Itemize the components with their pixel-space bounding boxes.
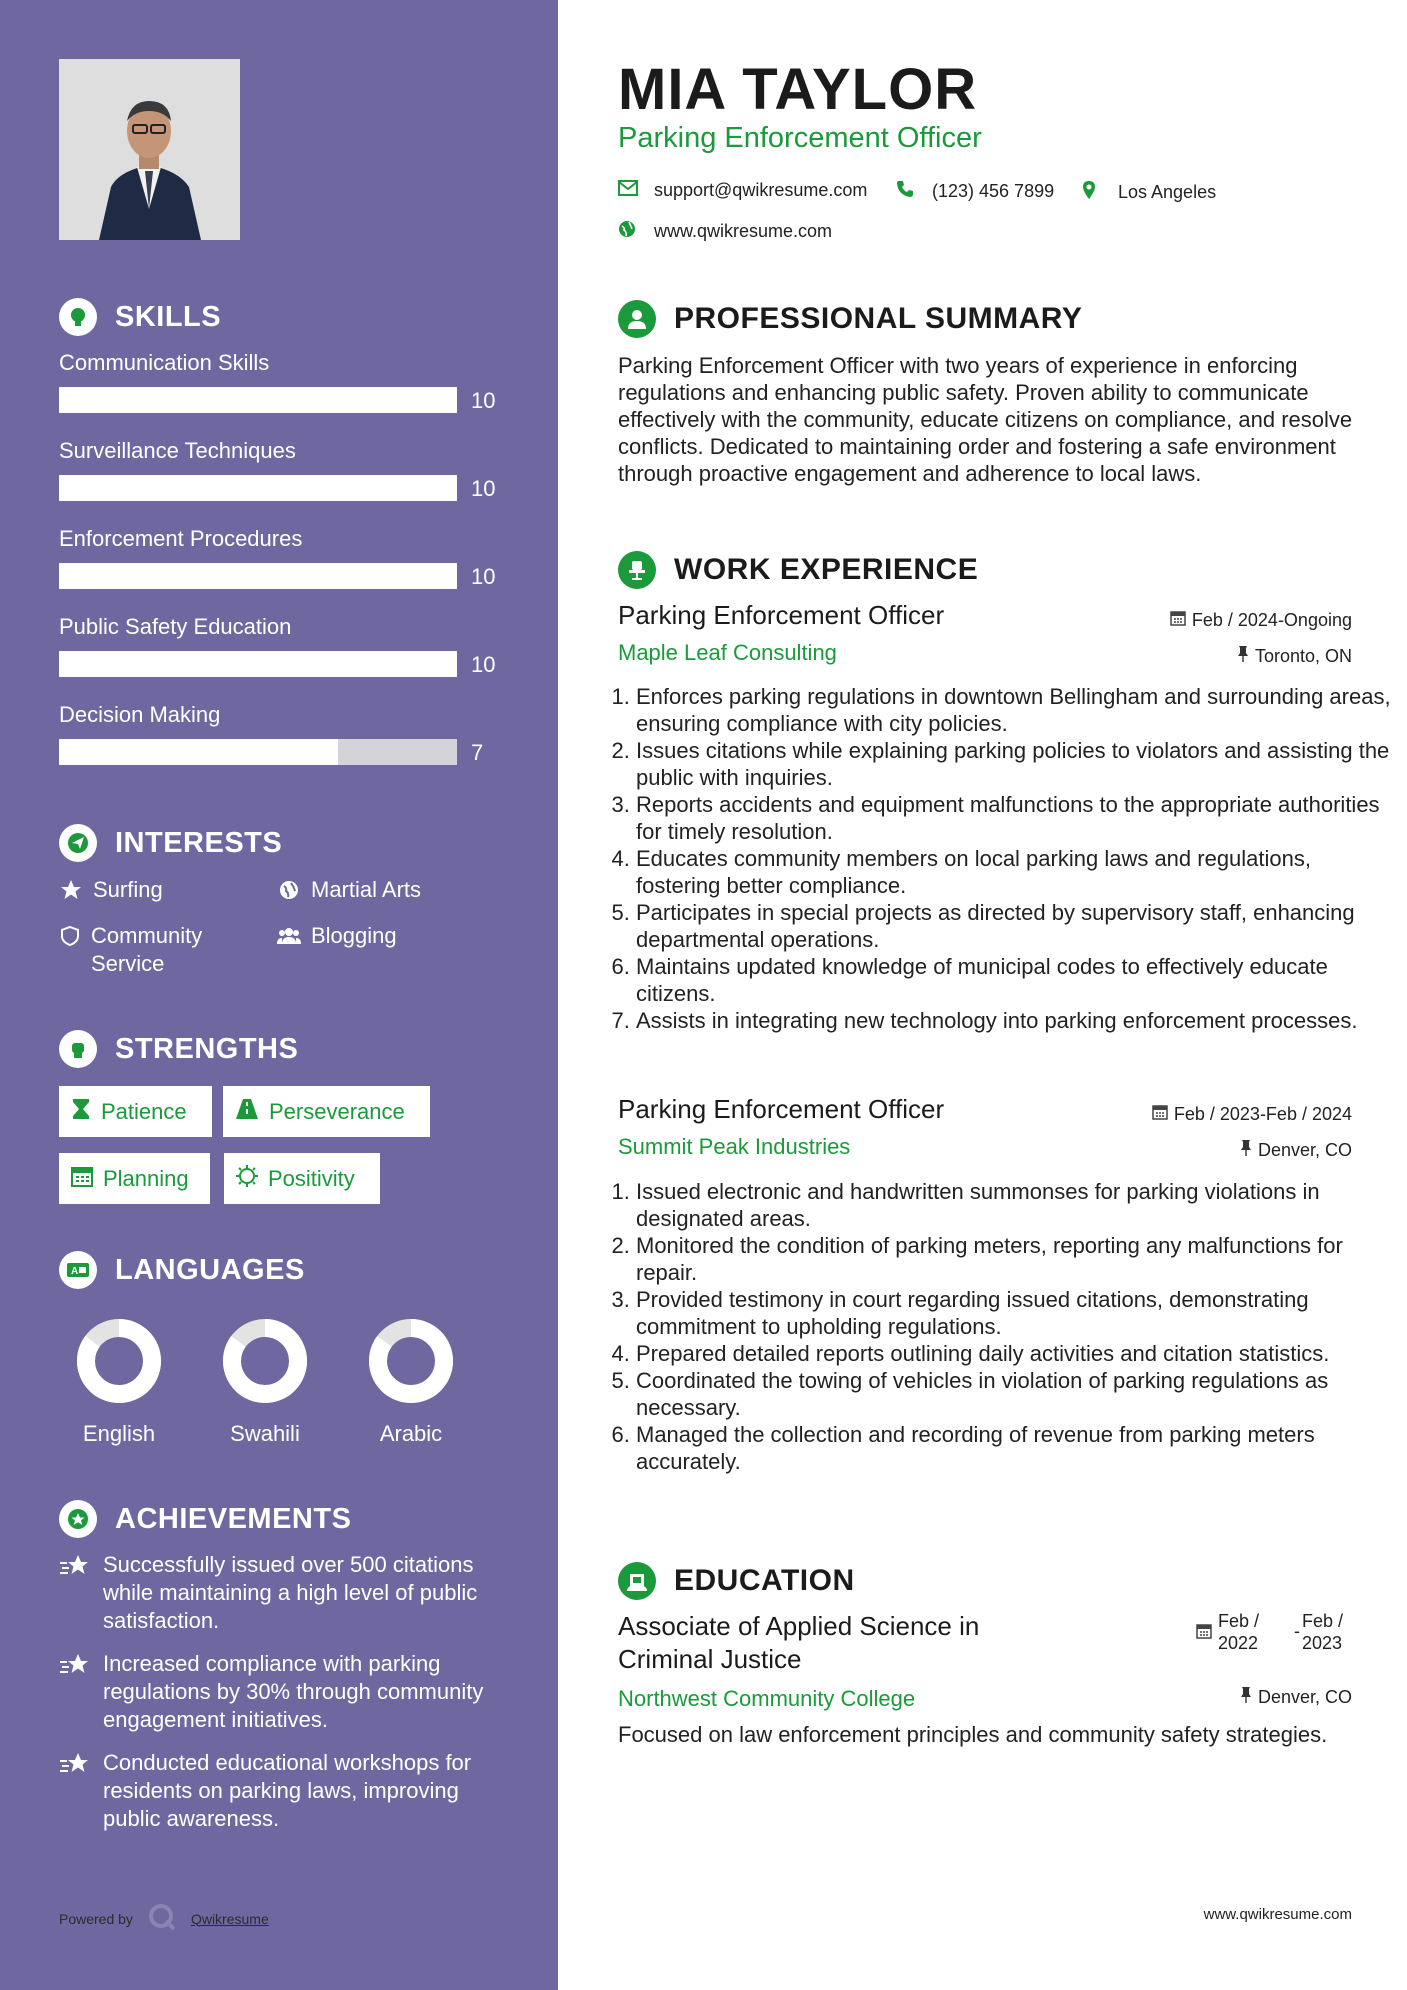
website-text: www.qwikresume.com: [654, 221, 833, 241]
skill-bar-fill: [59, 563, 457, 589]
language-donut: [205, 1316, 325, 1406]
contact-email[interactable]: [618, 180, 867, 201]
job-bullet: 6. Maintains updated knowledge of municipal codes to effectively educate citizens.: [636, 953, 1396, 1007]
candidate-role: Parking Enforcement Officer: [618, 122, 982, 154]
education-start: [1196, 1610, 1268, 1654]
experience-heading: [618, 551, 978, 589]
job-bullet: 1. Enforces parking regulations in downtown Bellingham and surrounding areas, ensuring compliance with city policies.: [636, 683, 1396, 737]
job-dates-text: Feb / 2023-Feb / 2024: [1173, 1104, 1352, 1124]
job-company: Maple Leaf Consulting: [618, 640, 837, 665]
globe-icon: [618, 220, 636, 243]
email-text: support@qwikresume.com: [654, 180, 868, 200]
education-end-text: Feb / 2023: [1302, 1611, 1344, 1653]
skill-bar-fill: [59, 387, 457, 413]
calendar-icon: [1196, 1622, 1212, 1644]
skill-item: [59, 350, 499, 413]
skill-bar: [59, 475, 457, 501]
languages-heading: [59, 1251, 305, 1289]
phone-icon: [896, 180, 914, 203]
skill-name: Surveillance Techniques: [59, 438, 296, 463]
calendar-icon: [71, 1165, 93, 1193]
star-icon: [59, 1652, 91, 1734]
skill-bar-fill: [59, 739, 338, 765]
contact-location: [1082, 180, 1216, 205]
achievement-text: Conducted educational workshops for residents on parking laws, improving public awareness.: [103, 1750, 472, 1831]
language-donut: [59, 1316, 179, 1406]
badge-icon: [59, 1500, 97, 1538]
profile-photo: [59, 59, 240, 240]
language-name: English: [82, 1421, 156, 1446]
fist-icon: [59, 1030, 97, 1068]
education-start-text: Feb / 2022: [1218, 1611, 1260, 1653]
contact-website[interactable]: [618, 220, 832, 243]
summary-text: Parking Enforcement Officer with two years of experience in enforcing regulations and enhancing public safety. Proven ability to communicate effectively with the community, educate citizens on compliance, and resolve conflicts. Dedicated to maintaining order and fostering a safe environment through proactive engagement and adherence to local laws.: [618, 353, 1353, 486]
skill-name: Decision Making: [59, 702, 221, 727]
skill-item: [59, 526, 499, 589]
job-dates-text: Feb / 2024-Ongoing: [1191, 610, 1352, 630]
achievement-item: [59, 1551, 489, 1635]
interest-label: Surfing: [93, 877, 163, 902]
skill-item: [59, 702, 499, 765]
job-bullet: 5. Participates in special projects as directed by supervisory staff, enhancing departmental operations.: [636, 899, 1396, 953]
skill-bar-fill: [59, 651, 457, 677]
degree-title: Associate of Applied Science in Criminal Justice: [618, 1611, 980, 1674]
achievement-text: Increased compliance with parking regulations by 30% through community engagement initiatives.: [103, 1651, 484, 1732]
users-icon: [277, 924, 301, 948]
skills-heading: [59, 298, 221, 336]
job-bullet: 4. Prepared detailed reports outlining daily activities and citation statistics.: [636, 1340, 1396, 1367]
language-item: [351, 1316, 471, 1447]
job-dates: [1152, 1104, 1352, 1125]
strengths-heading: [59, 1030, 298, 1068]
skill-bar: [59, 563, 457, 589]
education-description: Focused on law enforcement principles and community safety strategies.: [618, 1722, 1328, 1747]
interest-item: [277, 876, 421, 904]
skill-bar-fill: [59, 475, 457, 501]
graduation-icon: [618, 1562, 656, 1600]
envelope-icon: [618, 180, 638, 201]
achievement-text: Successfully issued over 500 citations while maintaining a high level of public satisfaction.: [103, 1552, 478, 1633]
interests-heading: [59, 824, 282, 862]
contact-phone[interactable]: [896, 180, 1054, 203]
language-name: Swahili: [230, 1421, 300, 1446]
user-icon: [618, 300, 656, 338]
skill-bar: [59, 651, 457, 677]
skill-name: Public Safety Education: [59, 614, 292, 639]
date-separator: -: [1294, 1621, 1300, 1641]
skill-level: 10: [471, 652, 496, 677]
strength-label: Patience: [101, 1098, 187, 1124]
skills-title: SKILLS: [115, 300, 222, 333]
job-bullet: 2. Monitored the condition of parking meters, reporting any malfunctions for repair.: [636, 1232, 1396, 1286]
skill-item: [59, 614, 499, 677]
job-bullet: 1. Issued electronic and handwritten summonses for parking violations in designated areas.: [636, 1178, 1396, 1232]
interest-label: Blogging: [311, 923, 397, 948]
education-end: [1294, 1610, 1352, 1654]
achievements-title: ACHIEVEMENTS: [115, 1502, 352, 1535]
skill-name: Communication Skills: [59, 350, 270, 375]
star-icon: [59, 878, 83, 902]
powered-by: [59, 1902, 269, 1935]
job-bullet: 5. Coordinated the towing of vehicles in violation of parking regulations as necessary.: [636, 1367, 1396, 1421]
education-location: [1240, 1686, 1352, 1709]
job-dates: [1170, 610, 1352, 631]
strength-tag: [223, 1086, 430, 1137]
pushpin-icon: [1237, 645, 1249, 668]
language-item: [205, 1316, 325, 1447]
job-company: Summit Peak Industries: [618, 1134, 851, 1159]
strengths-title: STRENGTHS: [115, 1032, 299, 1065]
pushpin-icon: [1240, 1686, 1252, 1709]
job-location: [1237, 645, 1352, 668]
chair-icon: [618, 551, 656, 589]
strength-label: Perseverance: [269, 1098, 405, 1124]
hourglass-icon: [71, 1098, 91, 1126]
map-pin-icon: [1082, 180, 1096, 205]
phone-text: (123) 456 7899: [932, 181, 1055, 201]
skill-bar: [59, 387, 457, 413]
interest-label: Community Service: [91, 923, 203, 976]
job-bullet: 2. Issues citations while explaining parking policies to violators and assisting the public with inquiries.: [636, 737, 1396, 791]
road-icon: [235, 1098, 259, 1126]
interest-item: [59, 876, 163, 904]
paper-plane-icon: [59, 824, 97, 862]
location-text: Los Angeles: [1118, 182, 1217, 202]
job-bullet: 4. Educates community members on local parking laws and regulations, fostering better compliance.: [636, 845, 1396, 899]
skill-level: 10: [471, 388, 496, 413]
job-bullet: 3. Provided testimony in court regarding issued citations, demonstrating commitment to upholding regulations.: [636, 1286, 1396, 1340]
job-title: Parking Enforcement Officer: [618, 600, 945, 630]
skill-bar: [59, 739, 457, 765]
education-location-text: Denver, CO: [1257, 1687, 1352, 1707]
summary-title: PROFESSIONAL SUMMARY: [674, 302, 1083, 335]
shield-icon: [59, 924, 81, 948]
strength-label: Planning: [103, 1165, 189, 1191]
job-bullets: [618, 1178, 1396, 1475]
job-location-text: Denver, CO: [1257, 1140, 1352, 1160]
job-bullet: 6. Managed the collection and recording of revenue from parking meters accurately.: [636, 1421, 1396, 1475]
calendar-icon: [1170, 610, 1186, 631]
skill-level: 10: [471, 476, 496, 501]
summary-heading: [618, 300, 1082, 338]
job-location-text: Toronto, ON: [1254, 646, 1352, 666]
language-icon: [59, 1251, 97, 1289]
sun-icon: [236, 1165, 258, 1193]
job-title: Parking Enforcement Officer: [618, 1094, 945, 1124]
interest-item: [59, 922, 229, 978]
footer-website[interactable]: www.qwikresume.com: [1203, 1906, 1352, 1923]
star-icon: [59, 1751, 91, 1833]
skill-item: [59, 438, 499, 501]
job-bullet: 3. Reports accidents and equipment malfunctions to the appropriate authorities for timely resolution.: [636, 791, 1396, 845]
interests-title: INTERESTS: [115, 826, 283, 859]
skill-name: Enforcement Procedures: [59, 526, 303, 551]
strength-tag: [224, 1153, 380, 1204]
school-name: Northwest Community College: [618, 1686, 916, 1711]
qwikresume-link[interactable]: Qwikresume: [190, 1910, 269, 1927]
interest-label: Martial Arts: [311, 877, 422, 902]
globe-icon: [277, 878, 301, 902]
skill-level: 10: [471, 564, 496, 589]
star-icon: [59, 1553, 91, 1635]
job-bullets: [618, 683, 1396, 1034]
language-item: [59, 1316, 179, 1447]
main-content: [558, 0, 1407, 1990]
pushpin-icon: [1240, 1139, 1252, 1162]
job-bullet: 7. Assists in integrating new technology into parking enforcement processes.: [636, 1007, 1396, 1034]
powered-by-label: Powered by: [59, 1910, 133, 1927]
candidate-name: MIA TAYLOR: [618, 57, 978, 122]
svg-text:A: A: [71, 1266, 79, 1277]
languages-title: LANGUAGES: [115, 1253, 305, 1286]
language-name: Arabic: [379, 1421, 443, 1446]
strength-label: Positivity: [268, 1165, 355, 1191]
calendar-icon: [1152, 1104, 1168, 1125]
achievement-item: [59, 1650, 489, 1734]
education-dates: [1196, 1610, 1352, 1654]
lightbulb-icon: [59, 298, 97, 336]
education-heading: [618, 1562, 855, 1600]
achievements-heading: [59, 1500, 351, 1538]
skill-level: 7: [471, 740, 484, 765]
sidebar: [0, 0, 558, 1990]
education-title: EDUCATION: [674, 1564, 855, 1597]
language-donut: [351, 1316, 471, 1406]
strength-tag: [59, 1153, 210, 1204]
strength-tag: [59, 1086, 212, 1137]
job-location: [1240, 1139, 1352, 1162]
qwikresume-logo-icon: [147, 1902, 177, 1935]
interest-item: [277, 922, 397, 950]
achievement-item: [59, 1749, 489, 1833]
experience-title: WORK EXPERIENCE: [674, 553, 979, 586]
